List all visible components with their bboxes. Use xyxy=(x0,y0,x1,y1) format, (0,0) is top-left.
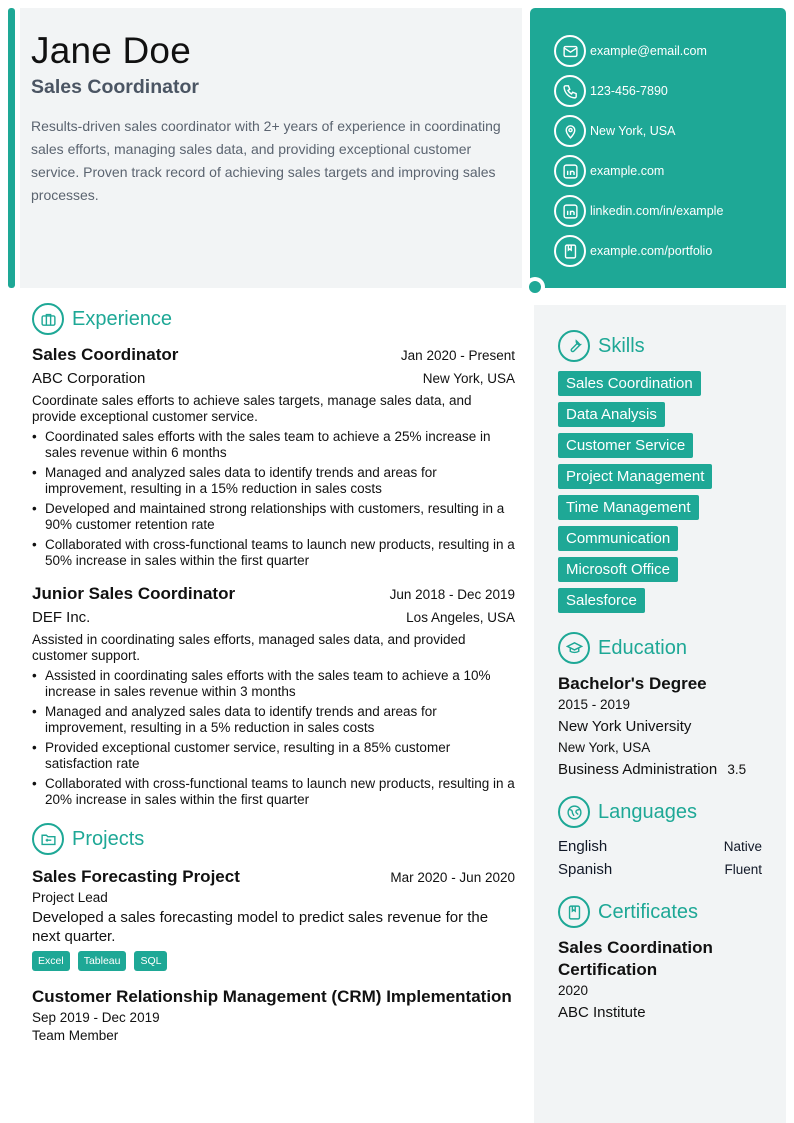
list-item: • Managed and analyzed sales data to identify trends and areas for improvement, resulting in a 15% reduction in sales costs xyxy=(32,465,515,497)
skill-badge: Project Management xyxy=(558,464,712,489)
project-title: Customer Relationship Management (CRM) Implementation xyxy=(32,987,512,1006)
company: DEF Inc. xyxy=(32,609,91,626)
tag: Tableau xyxy=(78,951,127,971)
contact-text: example.com xyxy=(590,164,665,178)
language-name: Spanish xyxy=(558,861,613,878)
skill-badge: Time Management xyxy=(558,495,699,520)
portfolio-icon xyxy=(554,235,586,267)
certificate-icon xyxy=(558,896,590,928)
language-list xyxy=(558,835,786,881)
job-date: Jun 2018 - Dec 2019 xyxy=(389,587,515,602)
section-title: Education xyxy=(598,636,687,659)
language-level: Fluent xyxy=(724,862,762,877)
skill-badge: Communication xyxy=(558,526,678,551)
gpa: 3.5 xyxy=(727,762,747,777)
project-date: Mar 2020 - Jun 2020 xyxy=(390,870,515,885)
skill-badge: Microsoft Office xyxy=(558,557,678,582)
contact-portfolio[interactable] xyxy=(554,231,786,271)
contact-text: New York, USA xyxy=(590,124,676,138)
candidate-title: Sales Coordinator xyxy=(31,76,199,98)
contact-text: linkedin.com/in/example xyxy=(590,204,724,218)
job-bullets xyxy=(32,668,515,808)
certificates-heading xyxy=(558,893,786,931)
graduation-cap-icon xyxy=(558,632,590,664)
accent-bar xyxy=(8,8,15,288)
skill-badge: Salesforce xyxy=(558,588,645,613)
skill-list xyxy=(558,371,786,619)
project-entry xyxy=(32,986,515,1043)
job-description: Assisted in coordinating sales efforts, managed sales data, and provided customer support. xyxy=(32,632,466,663)
section-title: Certificates xyxy=(598,900,699,923)
list-item xyxy=(558,835,762,858)
project-tags xyxy=(32,951,515,971)
list-item: • Coordinated sales efforts with the sales team to achieve a 25% increase in sales revenue within 6 months xyxy=(32,429,515,461)
location-icon xyxy=(554,115,586,147)
project-role: Project Lead xyxy=(32,890,108,905)
project-title: Sales Forecasting Project xyxy=(32,867,240,886)
skill-badge: Sales Coordination xyxy=(558,371,701,396)
project-entry xyxy=(32,866,515,971)
email-icon xyxy=(554,35,586,67)
contact-email[interactable] xyxy=(554,31,786,71)
company: ABC Corporation xyxy=(32,370,146,387)
job-location: New York, USA xyxy=(422,371,515,386)
education-years: 2015 - 2019 xyxy=(558,697,631,712)
field: Business Administration xyxy=(558,761,718,778)
contact-website[interactable] xyxy=(554,151,786,191)
job-location: Los Angeles, USA xyxy=(406,610,515,625)
skill-badge: Data Analysis xyxy=(558,402,665,427)
folder-icon xyxy=(32,823,64,855)
experience-heading xyxy=(32,300,515,338)
section-title: Languages xyxy=(598,800,697,823)
linkedin-icon xyxy=(554,155,586,187)
school-location: New York, USA xyxy=(558,740,651,755)
tag: SQL xyxy=(134,951,167,971)
section-title: Projects xyxy=(72,827,145,850)
contact-location[interactable] xyxy=(554,111,786,151)
linkedin-icon xyxy=(554,195,586,227)
job-title: Sales Coordinator xyxy=(32,345,179,364)
list-item: • Developed and maintained strong relationships with customers, resulting in a 90% customer retention rate xyxy=(32,501,515,533)
list-item: • Collaborated with cross-functional teams to launch new products, resulting in a 20% increase in sales within the first quarter xyxy=(32,776,515,808)
candidate-name: Jane Doe xyxy=(31,30,191,71)
contact-phone[interactable] xyxy=(554,71,786,111)
summary: Results-driven sales coordinator with 2+ years of experience in coordinating sales efforts, managing sales data, and providing exceptional customer service. Proven track record of achieving sales targets and improving sales processes. xyxy=(31,118,501,203)
contact-text: 123-456-7890 xyxy=(590,84,668,98)
section-title: Experience xyxy=(72,307,173,330)
wrench-icon xyxy=(558,330,590,362)
contact-panel xyxy=(530,8,786,288)
job-date: Jan 2020 - Present xyxy=(400,348,515,363)
list-item: • Managed and analyzed sales data to identify trends and areas for improvement, resulting in a 5% reduction in sales costs xyxy=(32,704,515,736)
certificate-name: Sales Coordination Certification xyxy=(558,938,713,979)
phone-icon xyxy=(554,75,586,107)
project-date: Sep 2019 - Dec 2019 xyxy=(32,1010,160,1025)
skill-badge: Customer Service xyxy=(558,433,693,458)
decorative-dot xyxy=(525,277,545,297)
certificate-year: 2020 xyxy=(558,983,589,998)
education-heading xyxy=(558,629,786,667)
contact-linkedin[interactable] xyxy=(554,191,786,231)
job-entry xyxy=(32,583,515,808)
list-item: • Assisted in coordinating sales efforts with the sales team to achieve a 10% increase in sales revenue within 3 months xyxy=(32,668,515,700)
header-panel xyxy=(20,8,522,288)
field-of-study xyxy=(558,758,786,781)
projects-heading xyxy=(32,820,515,858)
section-title: Skills xyxy=(598,334,645,357)
job-title: Junior Sales Coordinator xyxy=(32,584,236,603)
project-description: Developed a sales forecasting model to predict sales revenue for the next quarter. xyxy=(32,909,489,945)
briefcase-icon xyxy=(32,303,64,335)
tag: Excel xyxy=(32,951,70,971)
certificate-issuer: ABC Institute xyxy=(558,1004,646,1021)
school: New York University xyxy=(558,718,692,735)
contact-text: example@email.com xyxy=(590,44,707,58)
sidebar xyxy=(534,305,786,1123)
globe-icon xyxy=(558,796,590,828)
job-bullets xyxy=(32,429,515,569)
job-description: Coordinate sales efforts to achieve sales targets, manage sales data, and provide exceptional customer service. xyxy=(32,393,472,424)
language-level: Native xyxy=(723,839,762,854)
list-item xyxy=(558,858,762,881)
language-name: English xyxy=(558,838,608,855)
skills-heading xyxy=(558,327,786,365)
project-role: Team Member xyxy=(32,1028,119,1043)
contact-text: example.com/portfolio xyxy=(590,244,713,258)
degree: Bachelor's Degree xyxy=(558,674,707,693)
list-item: • Collaborated with cross-functional teams to launch new products, resulting in a 50% increase in sales within the first quarter xyxy=(32,537,515,569)
job-entry xyxy=(32,344,515,569)
languages-heading xyxy=(558,793,786,831)
list-item: • Provided exceptional customer service, resulting in a 85% customer satisfaction rate xyxy=(32,740,515,772)
main-column xyxy=(32,300,515,1043)
